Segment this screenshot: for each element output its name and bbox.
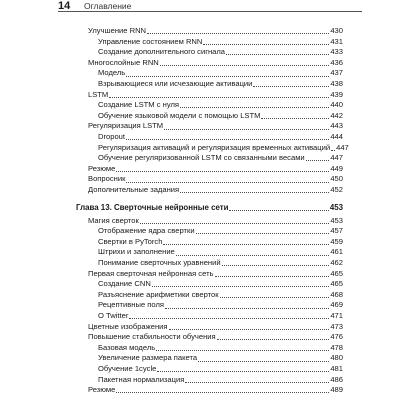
toc-entry-title: Управление состоянием RNN — [98, 36, 203, 46]
toc-entry-page: 433 — [330, 47, 343, 57]
toc-entry-page: 447 — [336, 142, 349, 152]
toc-entry — [98, 353, 343, 364]
toc-entry — [98, 300, 343, 311]
toc-entry — [88, 322, 343, 333]
toc-entry-title: Рецептивные поля — [98, 300, 165, 310]
toc-chapter-entry — [76, 203, 343, 214]
toc-entry-page: 459 — [330, 236, 343, 246]
toc-entry — [98, 79, 343, 90]
toc-entry-title: Понимание сверточных уравнений — [98, 258, 221, 267]
toc-entry — [88, 216, 343, 227]
toc-entry — [98, 226, 343, 237]
toc-entry-page: 480 — [330, 353, 343, 363]
dot-leader — [253, 86, 329, 87]
toc-entry-title: Отображение ядра свертки — [98, 226, 195, 236]
toc-entry-page: 436 — [330, 57, 343, 67]
dot-leader — [165, 308, 329, 309]
toc-entry-page: 461 — [330, 247, 343, 257]
toc-entry — [98, 364, 343, 375]
toc-entry — [98, 258, 343, 269]
toc-entry-page: 453 — [330, 215, 343, 225]
toc-entry-page: 471 — [330, 311, 343, 320]
dot-leader — [226, 54, 329, 55]
toc-entry-page: 439 — [330, 89, 343, 99]
toc-entry-title: Создание дополнительного сигнала — [98, 47, 226, 57]
dot-leader — [163, 244, 329, 245]
toc-entry-title: Дополнительные задания — [88, 185, 180, 194]
toc-entry-title: Первая сверточная нейронная сеть — [88, 268, 214, 278]
toc-entry — [98, 142, 349, 154]
toc-entry — [98, 47, 343, 58]
toc-entry-page: 465 — [330, 268, 343, 278]
running-title: Оглавление — [84, 1, 132, 11]
toc-entry-page: 443 — [330, 121, 343, 131]
toc-entry-title: Магия сверток — [88, 215, 139, 225]
toc-entry — [98, 279, 343, 290]
dot-leader — [215, 276, 330, 277]
dot-leader — [306, 160, 330, 161]
toc-entry — [88, 90, 343, 101]
toc-entry — [88, 58, 343, 69]
dot-leader — [116, 392, 329, 393]
page-header — [0, 0, 420, 14]
dot-leader — [126, 76, 329, 77]
dot-leader — [160, 65, 330, 66]
toc-entry-title: Повышение стабильности обучения — [88, 332, 216, 342]
dot-leader — [229, 210, 328, 211]
toc-entry-title: Модель — [98, 68, 126, 78]
toc-entry-title: Вопросник — [88, 174, 126, 184]
toc-entry-page: 468 — [330, 289, 343, 299]
toc-entry-title: Базовая модель — [98, 342, 156, 352]
toc-entry-page: 450 — [330, 174, 343, 184]
toc-entry — [88, 164, 343, 175]
dot-leader — [116, 171, 329, 172]
dot-leader — [140, 223, 329, 224]
toc-entry-page: 489 — [330, 385, 343, 395]
toc-entry-page: 452 — [330, 185, 343, 194]
toc-entry — [98, 68, 343, 79]
toc-entry — [88, 385, 343, 396]
toc-entry-page: 438 — [330, 79, 343, 88]
toc-entry-title: Резюме — [88, 163, 116, 173]
toc-entry-title: Разъяснение арифметики сверток — [98, 289, 219, 299]
toc-entry-title: Улучшение RNN — [88, 26, 147, 35]
dot-leader — [126, 139, 329, 140]
toc-entry-page: 430 — [330, 26, 343, 35]
toc-entry — [98, 153, 343, 164]
toc-entry — [88, 174, 343, 185]
dot-leader — [217, 339, 330, 340]
toc-entry-page: 453 — [329, 202, 343, 212]
dot-leader — [164, 129, 329, 130]
toc-entry — [88, 332, 343, 343]
toc-entry-title: Взрывающиеся или исчезающие активации — [98, 79, 253, 88]
dot-leader — [109, 97, 329, 98]
toc-entry-title: LSTM — [88, 89, 109, 99]
toc-entry — [98, 111, 343, 122]
toc-entry — [98, 311, 343, 322]
dot-leader — [157, 371, 329, 372]
dot-leader — [156, 350, 329, 351]
toc-entry-page: 478 — [330, 342, 343, 352]
toc-entry-page: 449 — [330, 163, 343, 173]
toc-entry — [98, 237, 343, 248]
toc-entry — [98, 100, 343, 111]
toc-entry-title: Свертки в PyTorch — [98, 236, 163, 246]
toc-entry-title: Обучение 1cycle — [98, 364, 157, 373]
toc-entry-title: Пакетная нормализация — [98, 374, 185, 384]
dot-leader — [185, 382, 329, 383]
dot-leader — [203, 44, 329, 45]
toc-entry-title: Цветные изображения — [88, 321, 168, 331]
toc-entry-page: 437 — [330, 68, 343, 78]
toc-entry-page: 473 — [330, 321, 343, 331]
dot-leader — [152, 286, 330, 287]
toc-entry-title: Глава 13. Сверточные нейронные сети — [76, 202, 229, 212]
toc-entry-title: Многослойные RNN — [88, 57, 159, 67]
toc-entry-title: О Twitter — [98, 311, 129, 320]
toc-entry-title: Обучение регуляризованной LSTM со связанными весами — [98, 153, 305, 163]
toc-entry-page: 462 — [330, 258, 343, 267]
toc-entry — [98, 37, 343, 48]
dot-leader — [129, 318, 329, 319]
toc-entry-title: Регуляризация LSTM — [88, 121, 164, 131]
toc-entry — [98, 247, 343, 258]
toc-entry-page: 447 — [330, 153, 343, 163]
toc-entry — [88, 26, 343, 37]
toc-entry-title: Создание LSTM с нуля — [98, 100, 179, 110]
toc-entry-title: Резюме — [88, 385, 116, 395]
toc-entry-page: 442 — [330, 110, 343, 120]
header-rule — [58, 11, 362, 12]
dot-leader — [180, 107, 329, 108]
toc-entry-page: 486 — [330, 374, 343, 384]
toc-entry-title: Штрихи и заполнение — [98, 247, 175, 257]
toc-entry — [98, 132, 343, 143]
toc-entry-page: 481 — [330, 364, 343, 373]
toc-entry — [88, 121, 343, 132]
toc-entry-title: Регуляризация активаций и регуляризация временных активаций — [98, 142, 331, 152]
toc-entry-page: 469 — [330, 300, 343, 310]
toc-entry-page: 476 — [330, 332, 343, 342]
toc-entry-page: 465 — [330, 279, 343, 289]
toc-entry-page: 457 — [330, 226, 343, 236]
toc-entry — [98, 290, 343, 301]
toc-entry — [98, 343, 343, 354]
page-number: 14 — [58, 0, 71, 12]
dot-leader — [176, 255, 330, 256]
toc-entry — [88, 269, 343, 280]
toc-entry-page: 444 — [330, 132, 343, 141]
toc-entry-title: Обучение языковой модели с помощью LSTM — [98, 110, 261, 120]
toc-entry-title: Создание CNN — [98, 279, 151, 289]
toc-entry-title: Увеличение размера пакета — [98, 353, 198, 363]
dot-leader — [169, 329, 330, 330]
dot-leader — [126, 182, 329, 183]
dot-leader — [196, 233, 330, 234]
toc-entry-title: Dropout — [98, 132, 126, 141]
toc-entry-page: 431 — [330, 36, 343, 46]
dot-leader — [198, 361, 329, 362]
toc-entry-page: 440 — [330, 100, 343, 110]
dot-leader — [222, 265, 330, 266]
dot-leader — [261, 118, 329, 119]
dot-leader — [220, 297, 330, 298]
toc-entry — [88, 185, 343, 196]
dot-leader — [147, 33, 329, 34]
toc-entry — [98, 375, 343, 386]
dot-leader — [180, 192, 329, 193]
